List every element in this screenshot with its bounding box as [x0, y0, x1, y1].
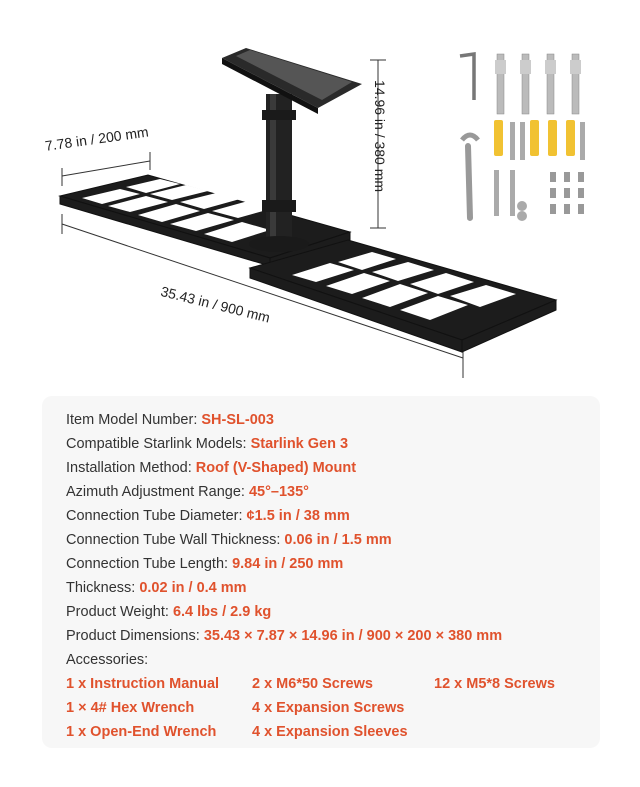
spec-tube-diameter: Connection Tube Diameter: ¢1.5 in / 38 mm: [66, 508, 350, 524]
accessory-item: 4 x Expansion Sleeves: [252, 724, 408, 740]
accessory-item: 1 x Instruction Manual: [66, 676, 220, 692]
accessory-item: 1 × 4# Hex Wrench: [66, 700, 195, 716]
accessory-item: 1 x Open-End Wrench: [66, 724, 217, 740]
spec-tube-length: Connection Tube Length: 9.84 in / 250 mm: [66, 556, 344, 572]
spec-thickness: Thickness: 0.02 in / 0.4 mm: [66, 580, 247, 596]
spec-azimuth-range: Azimuth Adjustment Range: 45°–135°: [66, 484, 309, 500]
accessory-item: 12 x M5*8 Screws: [434, 676, 555, 692]
width-dimension-label: 7.78 in / 200 mm: [44, 123, 150, 154]
accessories-heading: Accessories:: [66, 652, 149, 668]
spec-product-dimensions: Product Dimensions: 35.43 × 7.87 × 14.96 in / 900 × 200 × 380 mm: [66, 628, 503, 644]
accessory-item: 4 x Expansion Screws: [252, 700, 405, 716]
spec-product-weight: Product Weight: 6.4 lbs / 2.9 kg: [66, 604, 272, 620]
spec-compatible-models: Compatible Starlink Models: Starlink Gen 3: [66, 436, 349, 452]
spec-model-number: Item Model Number: SH-SL-003: [66, 412, 274, 428]
accessory-item: 2 x M6*50 Screws: [252, 676, 373, 692]
spec-installation-method: Installation Method: Roof (V-Shaped) Mount: [66, 460, 357, 476]
height-dimension-label: 14.96 in / 380 mm: [372, 80, 388, 193]
spec-tube-wall-thickness: Connection Tube Wall Thickness: 0.06 in / 1.5 mm: [66, 532, 392, 548]
length-dimension-label: 35.43 in / 900 mm: [159, 283, 272, 326]
specifications-panel: [42, 396, 600, 748]
